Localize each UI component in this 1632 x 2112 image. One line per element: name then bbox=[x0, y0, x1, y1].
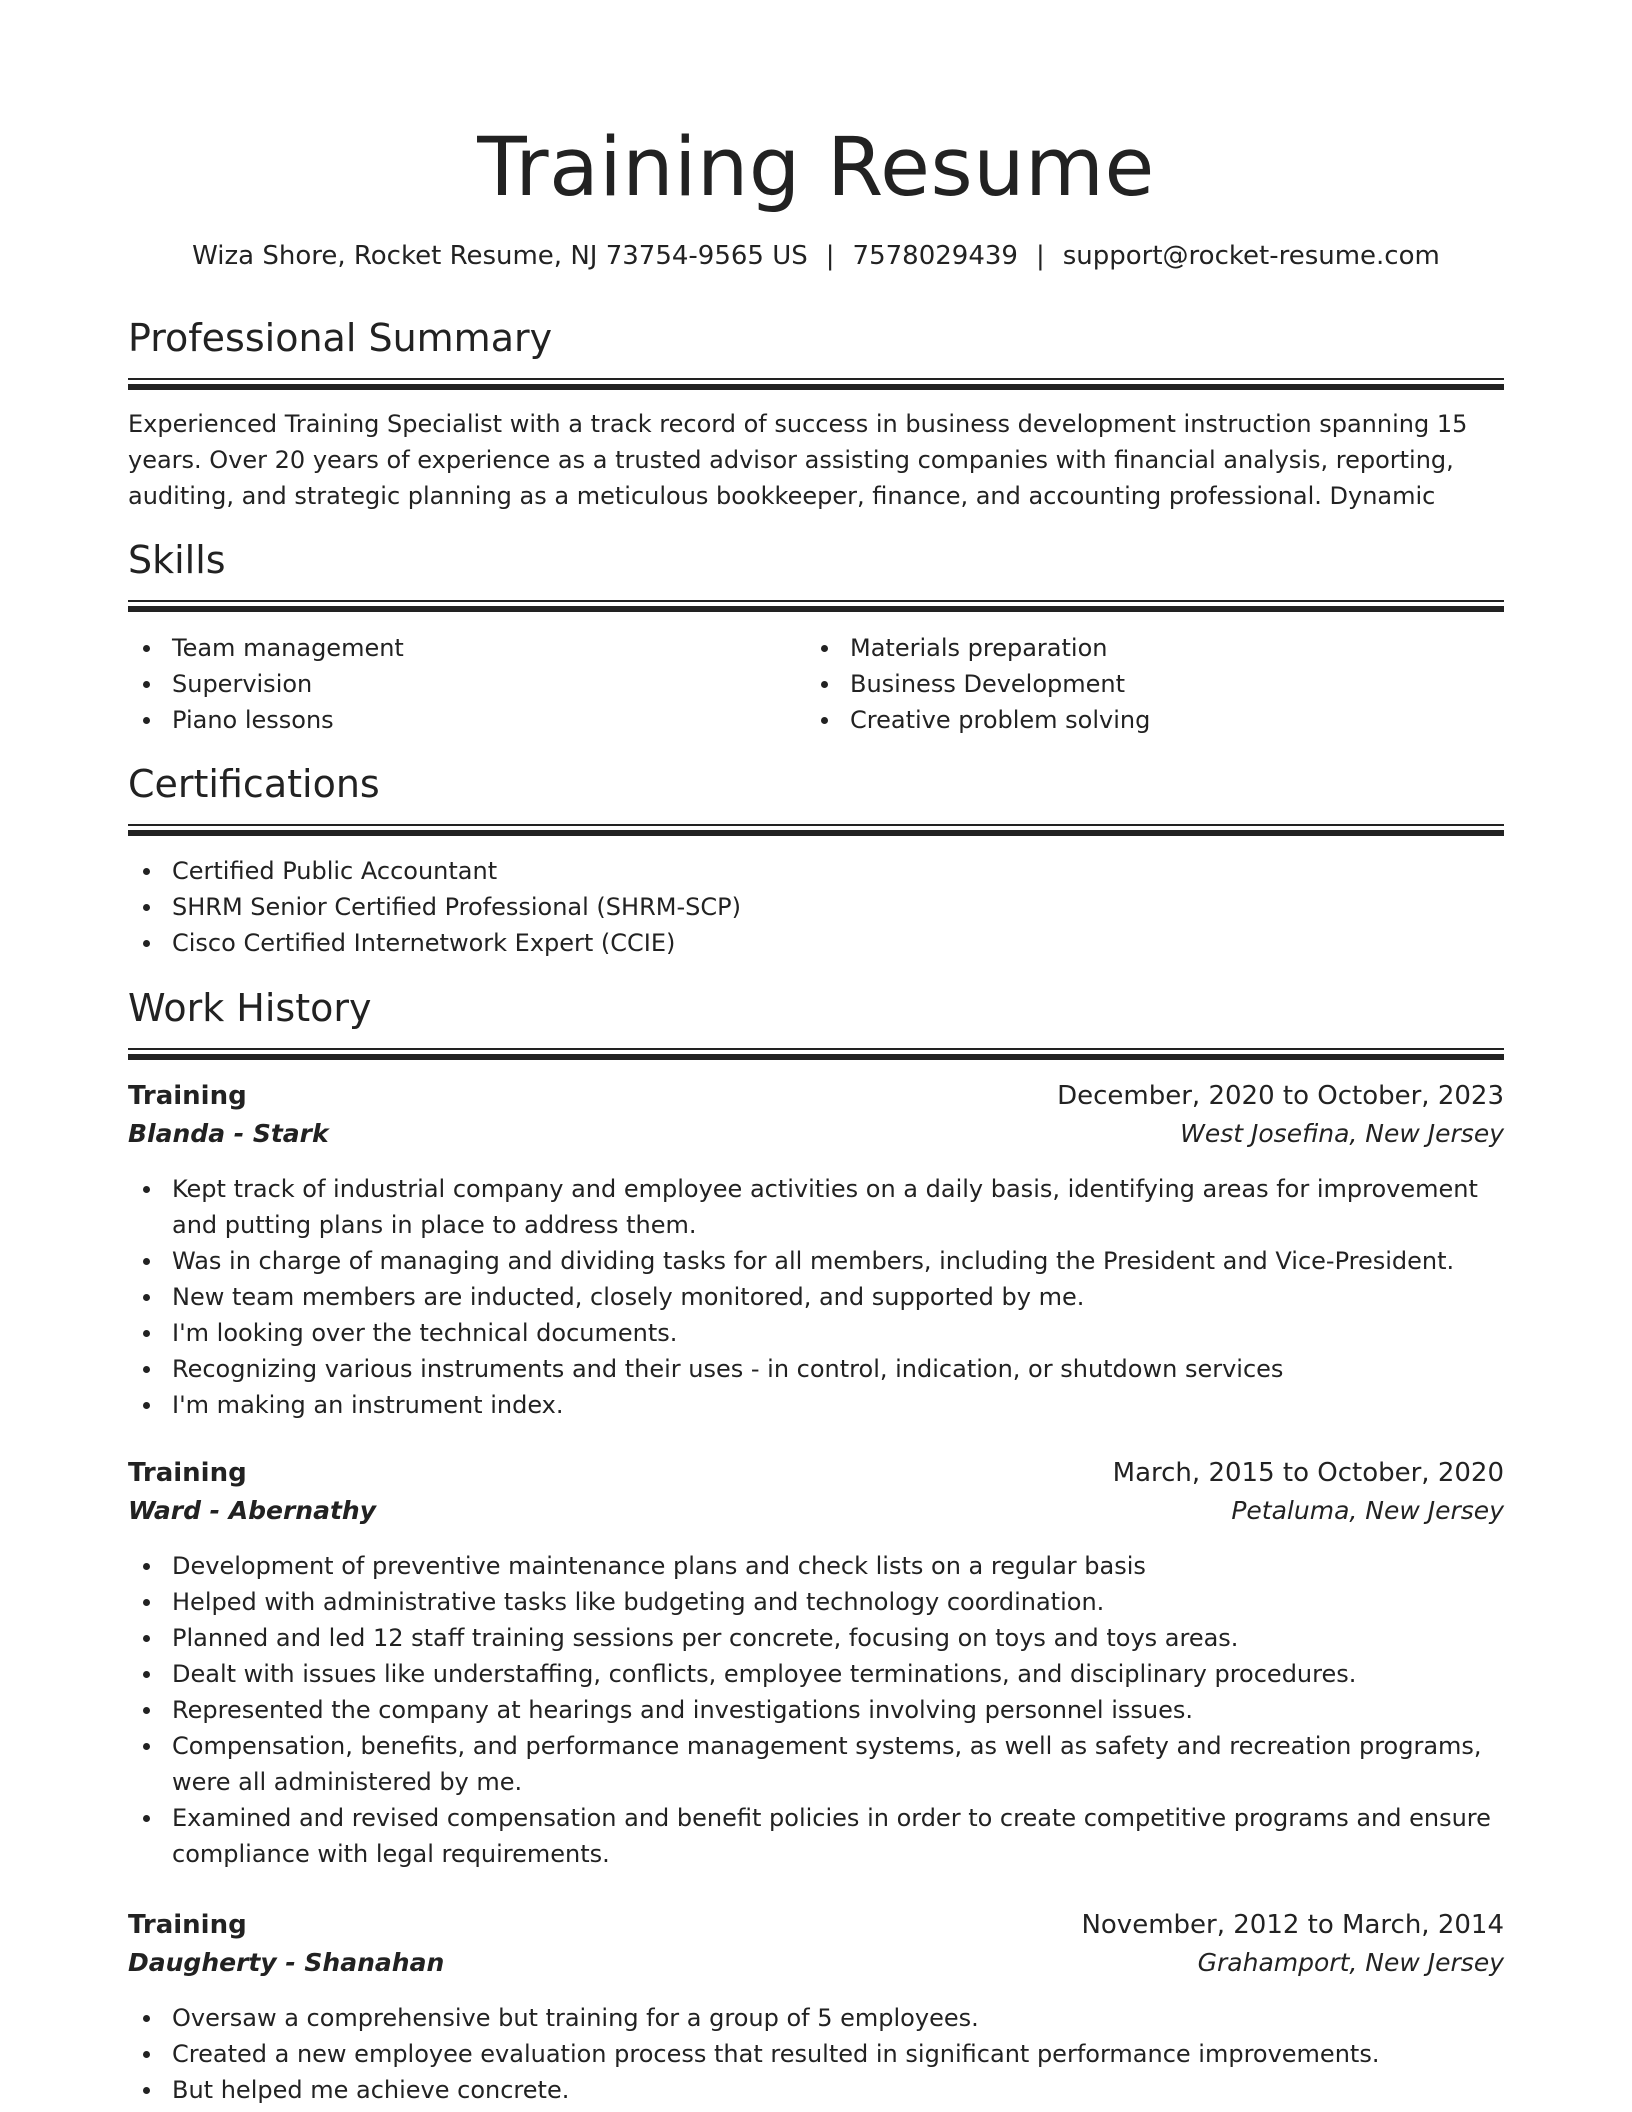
certification-item: Certified Public Accountant bbox=[128, 853, 1504, 889]
job-location: Grahamport, New Jersey bbox=[1197, 1948, 1504, 1977]
skill-item: Piano lessons bbox=[128, 702, 806, 738]
contact-separator: | bbox=[1035, 241, 1045, 271]
resume-title: Training Resume bbox=[477, 121, 1155, 215]
certification-item: Cisco Certified Internetwork Expert (CCIE) bbox=[128, 925, 1504, 961]
job-location: West Josefina, New Jersey bbox=[1180, 1119, 1504, 1148]
section-divider bbox=[128, 1048, 1504, 1060]
job-bullet: I'm looking over the technical documents. bbox=[128, 1315, 1504, 1351]
job-bullets bbox=[128, 1548, 1504, 1872]
job-bullet: Dealt with issues like understaffing, conflicts, employee terminations, and disciplinary procedures. bbox=[128, 1656, 1504, 1692]
job-bullets bbox=[128, 2000, 1504, 2108]
section-divider bbox=[128, 824, 1504, 836]
work-history-section bbox=[128, 984, 1504, 1032]
skills-column-right bbox=[806, 630, 1484, 738]
job-bullets bbox=[128, 1171, 1504, 1423]
section-heading-summary: Professional Summary bbox=[128, 316, 553, 360]
job-header bbox=[128, 1078, 1504, 1158]
contact-phone: 7578029439 bbox=[852, 241, 1018, 271]
job-location: Petaluma, New Jersey bbox=[1231, 1496, 1504, 1525]
job-title: Training bbox=[128, 1458, 247, 1488]
skills-list bbox=[128, 630, 1504, 738]
section-heading-work-history: Work History bbox=[128, 986, 372, 1030]
job-dates: December, 2020 to October, 2023 bbox=[1057, 1081, 1504, 1111]
certifications-list bbox=[128, 853, 1504, 961]
certification-item: SHRM Senior Certified Professional (SHRM-SCP) bbox=[128, 889, 1504, 925]
skills-column-left bbox=[128, 630, 806, 738]
job-company: Ward - Abernathy bbox=[128, 1496, 376, 1525]
job-bullet: Development of preventive maintenance plans and check lists on a regular basis bbox=[128, 1548, 1504, 1584]
job-bullet: Compensation, benefits, and performance management systems, as well as safety and recreation programs, were all administered by me. bbox=[128, 1728, 1504, 1800]
certifications-section bbox=[128, 760, 1504, 808]
job-bullet: Was in charge of managing and dividing tasks for all members, including the President and Vice-President. bbox=[128, 1243, 1504, 1279]
job-bullet: Represented the company at hearings and investigations involving personnel issues. bbox=[128, 1692, 1504, 1728]
contact-separator: | bbox=[825, 241, 835, 271]
job-company: Blanda - Stark bbox=[128, 1119, 329, 1148]
job-bullet: Planned and led 12 staff training sessions per concrete, focusing on toys and toys areas. bbox=[128, 1620, 1504, 1656]
skills-section bbox=[128, 536, 1504, 584]
skill-item: Team management bbox=[128, 630, 806, 666]
job-dates: March, 2015 to October, 2020 bbox=[1112, 1458, 1504, 1488]
section-divider bbox=[128, 600, 1504, 612]
job-bullet: Oversaw a comprehensive but training for a group of 5 employees. bbox=[128, 2000, 1504, 2036]
job-bullet: Examined and revised compensation and benefit policies in order to create competitive programs and ensure compliance with legal requirements. bbox=[128, 1800, 1504, 1872]
section-heading-skills: Skills bbox=[128, 538, 226, 582]
skill-item: Creative problem solving bbox=[806, 702, 1484, 738]
contact-email: support@rocket-resume.com bbox=[1062, 241, 1440, 271]
job-bullet: Recognizing various instruments and their uses - in control, indication, or shutdown services bbox=[128, 1351, 1504, 1387]
job-bullet: I'm making an instrument index. bbox=[128, 1387, 1504, 1423]
skill-item: Supervision bbox=[128, 666, 806, 702]
job-bullet: But helped me achieve concrete. bbox=[128, 2072, 1504, 2108]
job-company: Daugherty - Shanahan bbox=[128, 1948, 445, 1977]
job-title: Training bbox=[128, 1081, 247, 1111]
contact-address: Wiza Shore, Rocket Resume, NJ 73754-9565 US bbox=[192, 241, 808, 271]
job-bullet: Created a new employee evaluation process that resulted in significant performance improvements. bbox=[128, 2036, 1504, 2072]
skill-item: Business Development bbox=[806, 666, 1484, 702]
summary-section bbox=[128, 314, 1504, 362]
summary-text: Experienced Training Specialist with a track record of success in business development instruction spanning 15 years. Over 20 years of experience as a trusted advisor assisting companies with financial analysis, reporting, auditing, and strategic planning as a meticulous bookkeeper, finance, and accounting professional. Dynamic bbox=[128, 410, 1468, 510]
job-bullet: New team members are inducted, closely monitored, and supported by me. bbox=[128, 1279, 1504, 1315]
job-header bbox=[128, 1455, 1504, 1535]
job-header bbox=[128, 1907, 1504, 1987]
job-bullet: Helped with administrative tasks like budgeting and technology coordination. bbox=[128, 1584, 1504, 1620]
skill-item: Materials preparation bbox=[806, 630, 1484, 666]
job-bullet: Kept track of industrial company and employee activities on a daily basis, identifying areas for improvement and putting plans in place to address them. bbox=[128, 1171, 1504, 1243]
contact-line bbox=[128, 238, 1504, 274]
section-heading-certifications: Certifications bbox=[128, 762, 380, 806]
job-title: Training bbox=[128, 1910, 247, 1940]
job-dates: November, 2012 to March, 2014 bbox=[1081, 1910, 1504, 1940]
section-divider bbox=[128, 378, 1504, 390]
